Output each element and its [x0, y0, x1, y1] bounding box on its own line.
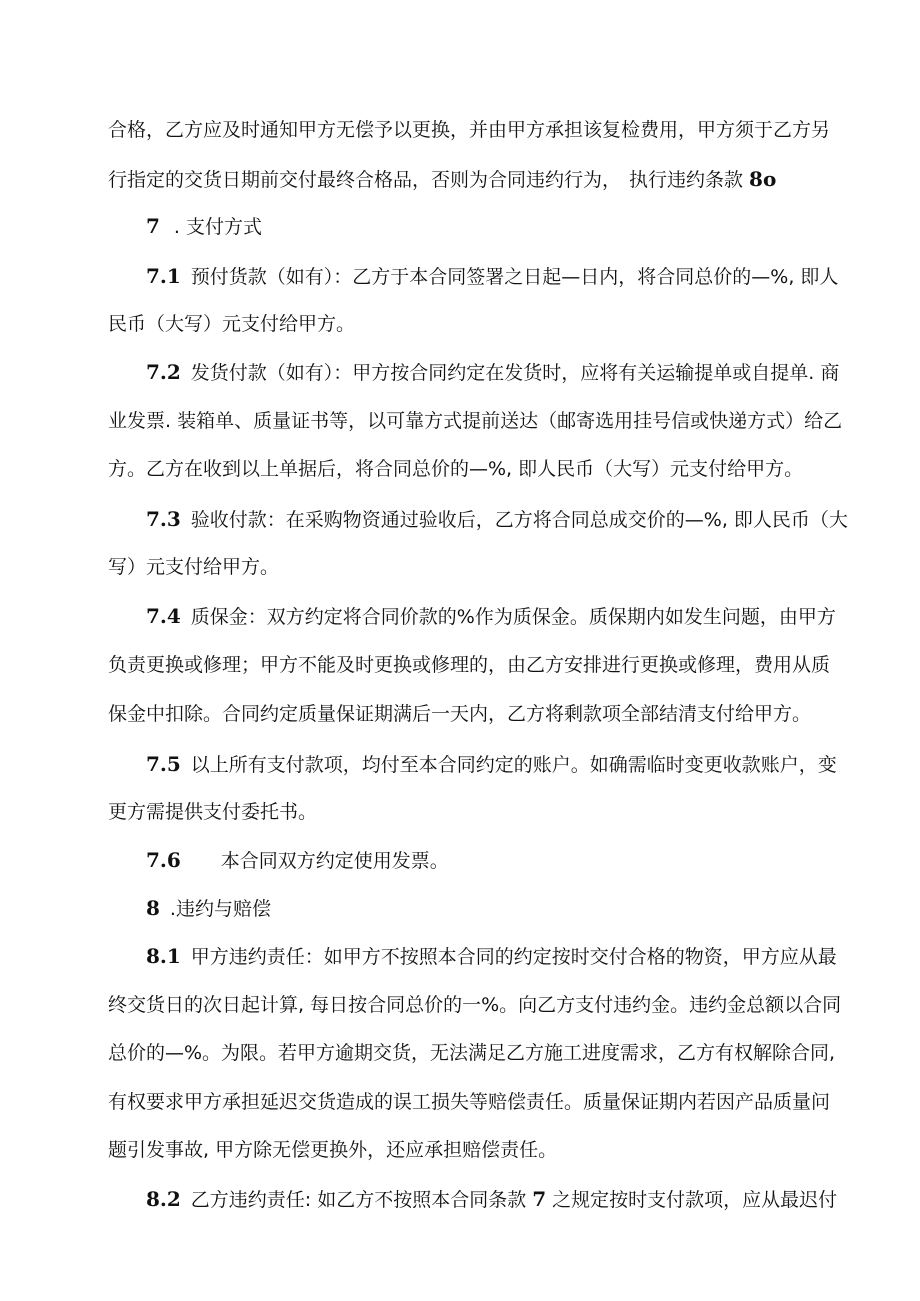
clause-line [108, 1088, 878, 1116]
clause-number: 8.1 [146, 944, 181, 968]
clause-number: 7.5 [146, 752, 181, 776]
clause-text: 写）元支付给甲方。 [108, 556, 280, 578]
paragraph-text: 行指定的交货日期前交付最终合格品，否则为合同违约行为， [108, 169, 622, 191]
clause-text: 题引发事故, 甲方除无偿更换外，还应承担赔偿责任。 [108, 1139, 558, 1161]
clause-text: 总价的—%。为限。若甲方逾期交货，无法满足乙方施工进度需求，乙方有权解除合同, [108, 1042, 836, 1064]
clause-7-5 [146, 750, 878, 779]
clause-number: 7.2 [146, 360, 181, 384]
clause-line [108, 651, 878, 679]
clause-7-6 [146, 846, 878, 875]
paragraph-line [108, 165, 878, 194]
clause-text: 以上所有支付款项，均付至本合同约定的账户。如确需临时变更收款账户，变 [190, 754, 837, 776]
clause-line [108, 407, 878, 435]
clause-8-2 [146, 1185, 878, 1214]
clause-text: 更方需提供支付委托书。 [108, 801, 318, 823]
clause-line [108, 455, 878, 483]
clause-line [108, 1039, 878, 1067]
clause-text: 负责更换或修理；甲方不能及时更换或修理的，由乙方安排进行更换或修理，费用从质 [108, 654, 831, 676]
clause-7-1 [146, 262, 878, 291]
section-number: 8 [146, 896, 160, 920]
clause-text: 本合同双方约定使用发票。 [220, 850, 449, 872]
clause-text: 质保金：双方约定将合同价款的%作为质保金。质保期内如发生问题，由甲方 [190, 606, 836, 628]
paragraph-line [108, 116, 878, 144]
clause-text: 方。乙方在收到以上单据后，将合同总价的—%, 即人民币（大写）元支付给甲方。 [108, 458, 804, 480]
section-heading-8 [146, 894, 878, 923]
clause-line [108, 991, 878, 1019]
clause-text: 验收付款：在采购物资通过验收后，乙方将合同总成交价的—%, 即人民币（大 [190, 509, 848, 531]
paragraph-text: 合格，乙方应及时通知甲方无偿予以更换，并由甲方承担该复检费用，甲方须于乙方另 [108, 119, 831, 141]
clause-8-1 [146, 942, 878, 971]
paragraph-text: 执行违约条款 [629, 169, 744, 191]
clause-number: 7.6 [146, 848, 181, 872]
clause-line [108, 700, 878, 728]
section-title: . 支付方式 [173, 216, 263, 238]
clause-reference-number: 7 [532, 1187, 547, 1211]
clause-line [108, 798, 878, 826]
section-title: .违约与赔偿 [169, 898, 271, 920]
clause-text: 甲方违约责任：如甲方不按照本合同的约定按时交付合格的物资，甲方应从最 [190, 946, 837, 968]
clause-number: 8.2 [146, 1187, 181, 1211]
section-number: 7 [146, 214, 160, 238]
clause-text: 发货付款（如有）：甲方按合同约定在发货时，应将有关运输提单或自提单. 商 [190, 362, 840, 384]
clause-line [108, 310, 878, 338]
clause-text: 终交货日的次日起计算, 每日按合同总价的一%。向乙方支付违约金。违约金总额以合同 [108, 994, 842, 1016]
clause-text: 预付货款（如有）：乙方于本合同签署之日起—日内，将合同总价的—%, 即人 [190, 266, 839, 288]
clause-text: 之规定按时支付款项，应从最迟付 [552, 1189, 838, 1211]
clause-line [108, 553, 878, 581]
clause-number: 7.1 [146, 264, 181, 288]
clause-reference-number: 8o [749, 167, 777, 191]
clause-text: 乙方违约责任: 如乙方不按照本合同条款 [190, 1189, 527, 1211]
clause-7-2 [146, 358, 878, 387]
clause-number: 7.3 [146, 507, 181, 531]
clause-line [108, 1136, 878, 1164]
clause-7-3 [146, 505, 878, 534]
section-heading-7 [146, 212, 878, 241]
clause-text: 民币（大写）元支付给甲方。 [108, 313, 356, 335]
clause-number: 7.4 [146, 604, 181, 628]
clause-7-4 [146, 602, 878, 631]
clause-text: 保金中扣除。合同约定质量保证期满后一天内，乙方将剩款项全部结清支付给甲方。 [108, 703, 812, 725]
clause-text: 业发票. 装箱单、质量证书等，以可靠方式提前送达（邮寄选用挂号信或快递方式）给乙 [108, 410, 843, 432]
clause-text: 有权要求甲方承担延迟交货造成的误工损失等赔偿责任。质量保证期内若因产品质量问 [108, 1091, 831, 1113]
